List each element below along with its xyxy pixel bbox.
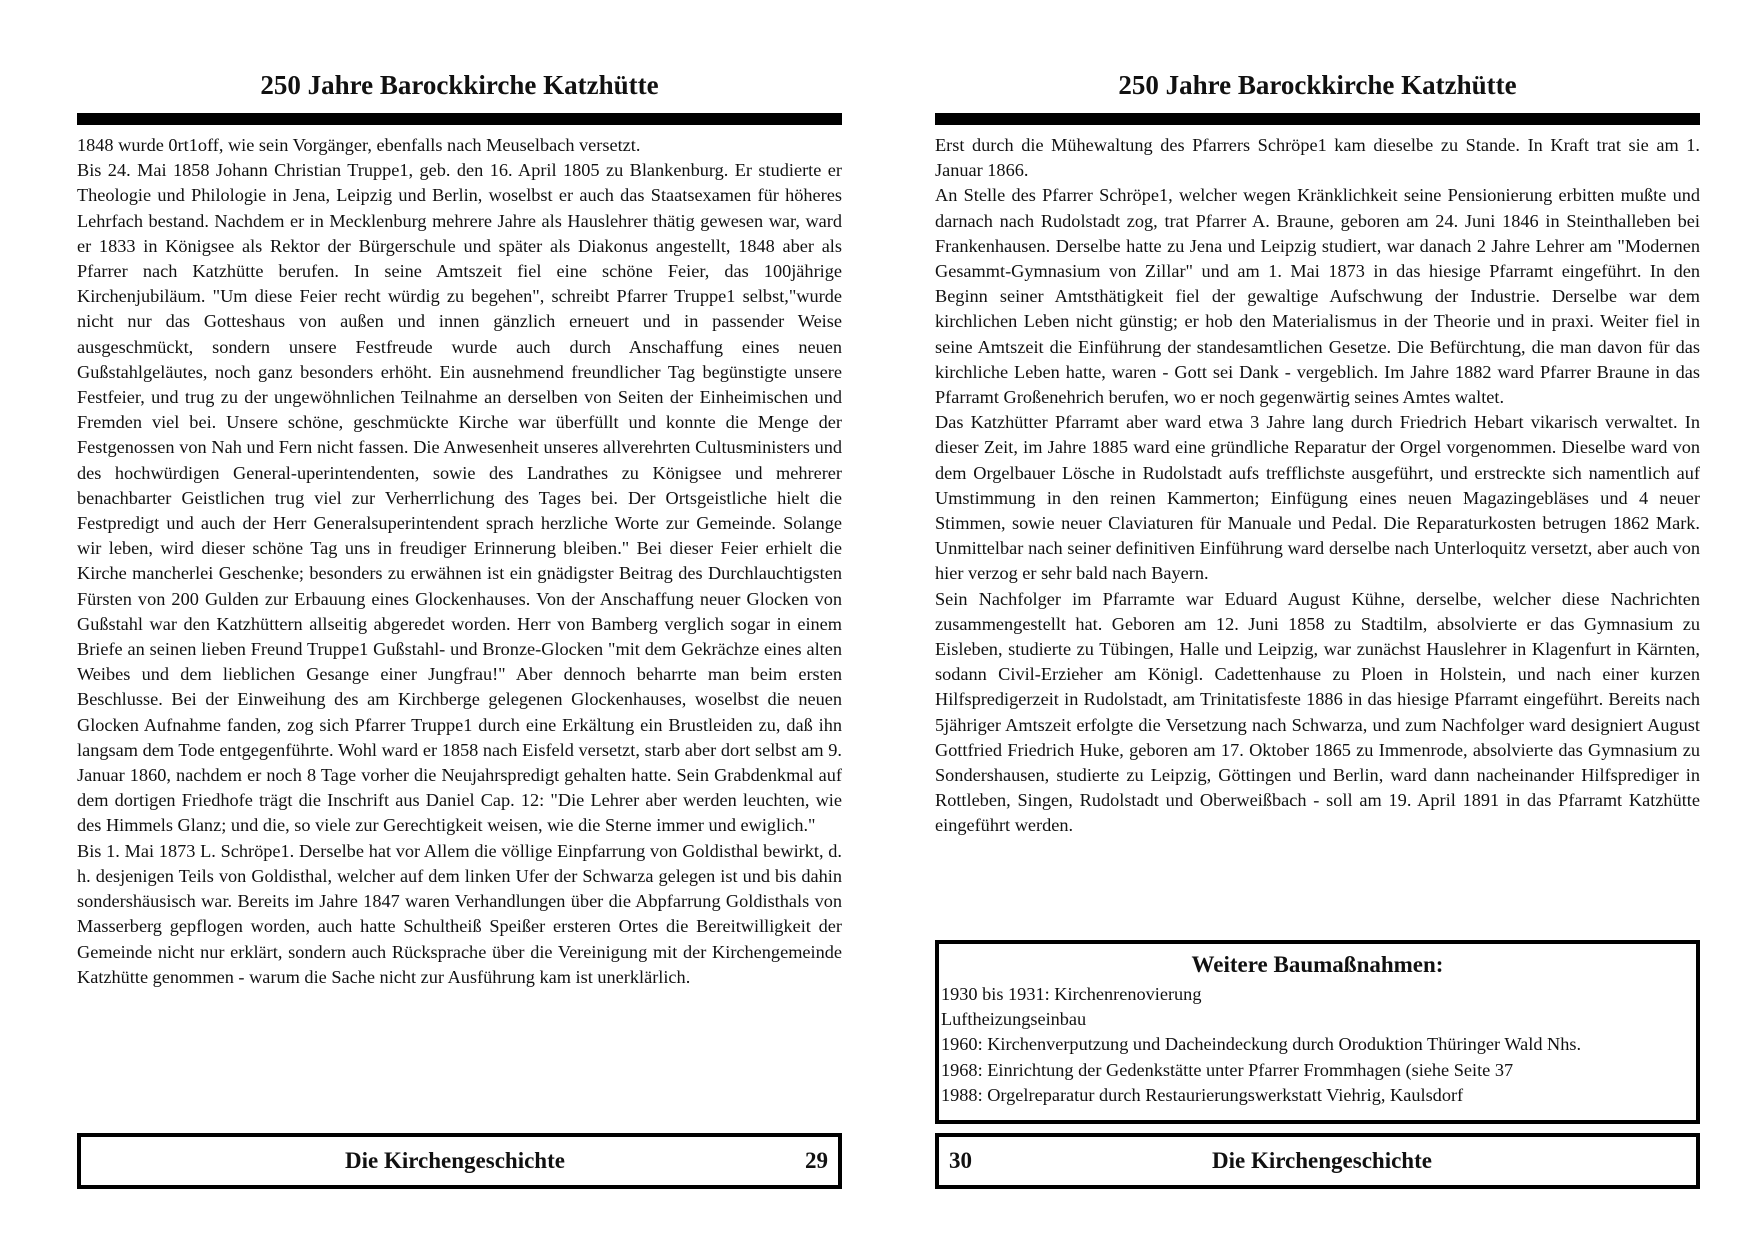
page-header-title: 250 Jahre Barockkirche Katzhütte [1118, 70, 1517, 100]
page-body-text [935, 133, 1700, 839]
left-page [77, 0, 842, 1240]
paragraph: 1848 wurde 0rt1off, wie sein Vorgänger, ebenfalls nach Meuselbach versetzt. [77, 135, 641, 155]
info-box-line: 1930 bis 1931: Kirchenrenovierung [941, 984, 1202, 1004]
header-rule [77, 113, 842, 125]
info-box-line: 1960: Kirchenverputzung und Dacheindeckung durch Oroduktion Thüringer Wald Nhs. [941, 1034, 1582, 1055]
info-box-line: 1968: Einrichtung der Gedenkstätte unter Pfarrer Frommhagen (siehe Seite 37 [941, 1059, 1514, 1080]
header-rule [935, 113, 1700, 125]
paragraph: Bis 24. Mai 1858 Johann Christian Truppe1, geb. den 16. April 1805 zu Blankenburg. Er studierte er Theologie und Philologie in Jena, Leipzig und Berlin, woselbst er auch das Staatsexamen für höheres Lehrfach bestand. Nachdem er in Mecklenburg mehrere Jahre als Hauslehrer thätig gewesen war, ward er 1833 in Königsee als Rektor der Bürgerschule und später als Diakonus angestellt, 1848 aber als Pfarrer nach Katzhütte berufen. In seine Amtszeit fiel eine schöne Feier, das 100jährige Kirchenjubiläum. "Um diese Feier recht würdig zu begehen", schreibt Pfarrer Truppe1 selbst,"wurde nicht nur das Gotteshaus von außen und innen gänzlich erneuert und in passender Weise ausgeschmückt, sondern unsere Festfreude wurde auch durch Anschaffung eines neuen Gußstahlgeläutes, noch ganz besonders erhöht. Ein ausnehmend freundlicher Tag begünstigte unsere Festfeier, und trug zu der ungewöhnlichen Teilnahme an derselben von Seiten der Einheimischen und Fremden viel bei. Unsere schöne, geschmückte Kirche war überfüllt und konnte die Menge der Festgenossen von Nah und Fern nicht fassen. Die Anwesenheit unseres allverehrten Cultusministers und des hochwürdigen General-uperintendenten, sowie des Landrathes zu Königsee und mehrerer benachbarter Geistlichen trug viel zur Verherrlichung des Tages bei. Der Ortsgeistliche hielt die Festpredigt und auch der Herr Generalsuperintendent sprach herzliche Worte zur Gemeinde. Solange wir leben, wird dieser schöne Tag uns in freudiger Erinnerung bleiben." Bei dieser Feier erhielt die Kirche mancherlei Geschenke; besonders zu erwähnen ist ein gnädigster Beitrag des Durchlauchtigsten Fürsten von 200 Gulden zur Erbauung eines Glockenhauses. Von der Anschaffung neuer Glocken von Gußstahl war den Katzhüttern allseitig abgeredet worden. Herr von Bamberg verglich sogar in einem Briefe an seinen lieben Freund Truppe1 Gußstahl- und Bronze-Glocken "mit dem Gekrächze eines alten Weibes und dem lieblichen Gesange einer Jungfrau!" Aber dennoch beharrte man beim ersten Beschlusse. Bei der Einweihung des am Kirchberge gelegenen Glockenhauses, woselbst die neuen Glocken Aufnahme fanden, zog sich Pfarrer Truppe1 durch eine Erkältung ein Brustleiden zu, daß ihn langsam dem Tode entgegenführte. Wohl ward er 1858 nach Eisfeld versetzt, starb aber dort selbst am 9. Januar 1860, nachdem er noch 8 Tage vorher die Neujahrspredigt gehalten hatte. Sein Grabdenkmal auf dem dortigen Friedhofe trägt die Inschrift aus Daniel Cap. 12: "Die Lehrer aber werden leuchten, wie des Himmels Glanz; und die, so viele zur Gerechtigkeit weisen, wie die Sterne immer und ewiglich." [77, 160, 842, 836]
paragraph: Sein Nachfolger im Pfarramte war Eduard August Kühne, derselbe, welcher diese Nachrichten zusammengestellt hat. Geboren am 12. Juni 1858 zu Stadtilm, absolvierte er das Gymnasium zu Eisleben, studierte zu Tübingen, Halle und Leipzig, war zunächst Hauslehrer in Klagenfurt in Kärnten, sodann Civil-Erzieher am Königl. Cadettenhause zu Ploen in Holstein, und nach einer kurzen Hilfspredigerzeit in Rudolstadt, am Trinitatisfeste 1886 in das hiesige Pfarramt eingeführt. Bereits nach 5jähriger Amtszeit erfolgte die Versetzung nach Schwarza, und zum Nachfolger ward designiert August Gottfried Friedrich Huke, geboren am 17. Oktober 1865 zu Immenrode, absolvierte das Gymnasium zu Sondershausen, studierte zu Leipzig, Göttingen und Berlin, ward dann nacheinander Hilfsprediger in Rottleben, Singen, Rudolstadt und Oberweißbach - soll am 19. April 1891 in das Pfarramt Katzhütte eingeführt werden. [935, 588, 1700, 836]
right-page [935, 0, 1700, 1240]
paragraph: An Stelle des Pfarrer Schröpe1, welcher wegen Kränklichkeit seine Pensionierung erbitten mußte und darnach nach Rudolstadt zog, trat Pfarrer A. Braune, geboren am 24. Juni 1846 in Steinthalleben bei Frankenhausen. Derselbe hatte zu Jena und Leipzig studiert, war danach 2 Jahre Lehrer am "Modernen Gesammt-Gymnasium von Zillar" und am 1. Mai 1873 in das hiesige Pfarramt eingeführt. In den Beginn seiner Amtsthätigkeit fiel der gewaltige Aufschwung der Industrie. Derselbe war dem kirchlichen Leben nicht günstig; er hob den Materialismus in der Theorie und in praxi. Weiter fiel in seine Amtszeit die Einführung der standesamtlichen Gesetze. Die Befürchtung, die man davon für das kirchliche Leben hatte, waren - Gott sei Dank - vergeblich. Im Jahre 1882 ward Pfarrer Braune in das Pfarramt Großenehrich berufen, wo er noch gegenwärtig seines Amtes waltet. [935, 185, 1700, 408]
info-box-line: Luftheizungseinbau [941, 1009, 1087, 1030]
info-box-line: 1988: Orgelreparatur durch Restaurierungswerkstatt Viehrig, Kaulsdorf [941, 1084, 1464, 1105]
paragraph: Erst durch die Mühewaltung des Pfarrers Schröpe1 kam dieselbe zu Stande. In Kraft trat sie am 1. Januar 1866. [935, 135, 1700, 181]
info-box-construction [935, 940, 1700, 1124]
paragraph: Das Katzhütter Pfarramt aber ward etwa 3 Jahre lang durch Friedrich Hebart vikarisch verwaltet. In dieser Zeit, im Jahre 1885 ward eine gründliche Reparatur der Orgel vorgenommen. Dieselbe ward von dem Orgelbauer Lösche in Rudolstadt aufs trefflichste ausgeführt, und erstreckte sich namentlich auf Umstimmung in den reinen Kammerton; Einfügung eines neuen Magazingebläses und 4 neuer Stimmen, sowie neuer Claviaturen für Manuale und Pedal. Die Reparaturkosten betrugen 1862 Mark. Unmittelbar nach seiner definitiven Einführung ward derselbe nach Unterloquitz versetzt, aber auch von hier verzog er sehr bald nach Bayern. [935, 412, 1700, 584]
page-number: 29 [805, 1148, 828, 1173]
footer-title: Die Kirchengeschichte [345, 1148, 565, 1173]
page-body-text [77, 133, 842, 990]
page-header-title: 250 Jahre Barockkirche Katzhütte [260, 70, 659, 100]
page-footer [935, 1133, 1700, 1189]
page-number: 30 [949, 1148, 972, 1173]
info-box-title: Weitere Baumaßnahmen: [1191, 952, 1444, 977]
paragraph: Bis 1. Mai 1873 L. Schröpe1. Derselbe hat vor Allem die völlige Einpfarrung von Goldisthal bewirkt, d. h. desjenigen Teils von Goldisthal, welcher auf dem linken Ufer der Schwarza gelegen ist und bis dahin sondershäusisch war. Bereits im Jahre 1847 waren Verhandlungen über die Abpfarrung Goldisthals von Masserberg gepflogen worden, auch hatte Schultheiß Speißer ersteren Ortes die Bereitwilligkeit der Gemeinde nicht nur erklärt, sondern auch Rücksprache über die Vereinigung mit der Kirchengemeinde Katzhütte genommen - warum die Sache nicht zur Ausführung kam ist unerklärlich. [77, 840, 842, 987]
footer-title: Die Kirchengeschichte [1212, 1148, 1432, 1173]
page-footer [77, 1133, 842, 1189]
